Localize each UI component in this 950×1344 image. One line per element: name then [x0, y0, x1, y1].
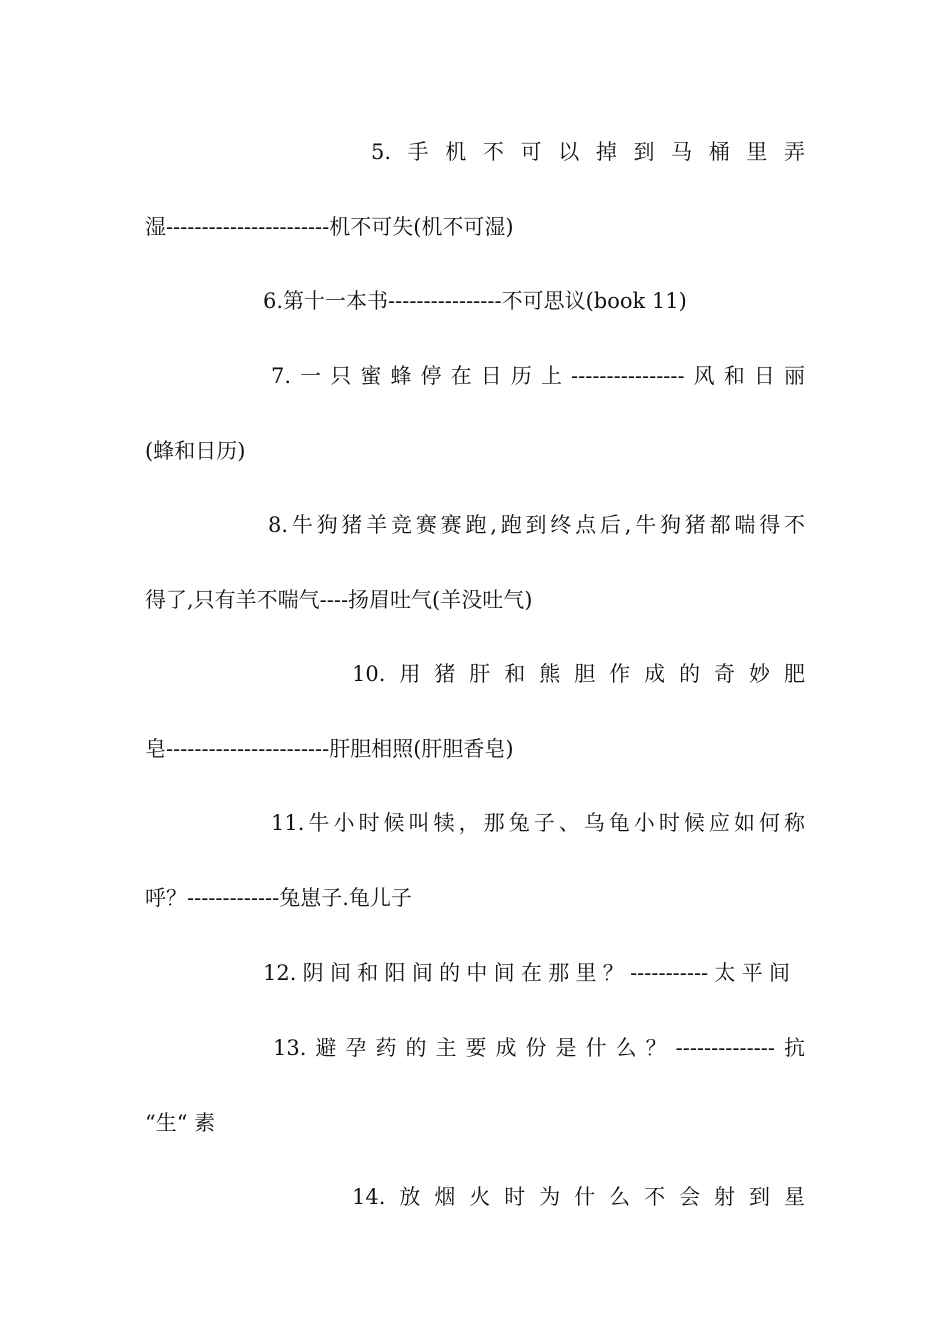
riddle-13-line-1: 13.避孕药的主要成份是什么？--------------抗: [273, 1036, 805, 1060]
riddle-7-line-1: 7.一只蜜蜂停在日历上----------------风和日丽: [271, 364, 805, 388]
riddle-13-line-2: “生“ 素: [145, 1111, 216, 1135]
riddle-5-line-1: 5.手机不可以掉到马桶里弄: [371, 140, 805, 164]
riddle-10-line-2: 皂-----------------------肝胆相照(肝胆香皂): [145, 737, 514, 761]
riddle-11-line-1: 11.牛小时候叫犊，那兔子、乌龟小时候应如何称: [271, 811, 805, 835]
riddle-11-line-2: 呼？-------------兔崽子.龟儿子: [145, 886, 412, 910]
riddle-8-line-2: 得了,只有羊不喘气----扬眉吐气(羊没吐气): [145, 588, 533, 612]
riddle-5-line-2: 湿-----------------------机不可失(机不可湿): [145, 215, 514, 239]
riddle-6-line-1: 6.第十一本书----------------不可思议(book 11): [263, 289, 687, 313]
riddle-14-line-1: 14.放烟火时为什么不会射到星: [352, 1185, 805, 1209]
riddle-12-line-1: 12.阴间和阳间的中间在那里？-----------太平间: [263, 961, 790, 985]
riddle-10-line-1: 10.用猪肝和熊胆作成的奇妙肥: [352, 662, 805, 686]
riddle-8-line-1: 8.牛狗猪羊竞赛赛跑,跑到终点后,牛狗猪都喘得不: [268, 513, 805, 537]
riddle-7-line-2: (蜂和日历): [145, 439, 246, 463]
